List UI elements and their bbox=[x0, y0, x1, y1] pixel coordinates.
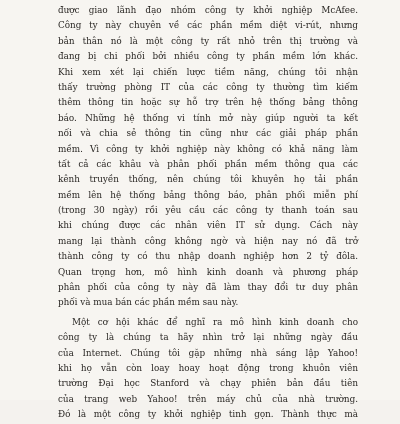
text-line: Một cơ hội khác để nghĩ ra mô hình kinh doanh cho bbox=[72, 317, 358, 328]
paragraph bbox=[58, 316, 358, 424]
text-line: mang lại thành công không ngờ và hiện nay nó đã trở bbox=[58, 236, 358, 247]
text-line: (trong 30 ngày) rồi yêu cầu các công ty thanh toán sau bbox=[58, 206, 358, 217]
body-text bbox=[58, 4, 358, 424]
text-line: khi họ vẫn còn loay hoay hoạt động trong khuôn viên bbox=[58, 363, 358, 374]
text-line: của trang web Yahoo! trên máy chủ của nhà trường. bbox=[58, 394, 358, 405]
text-line: trường Đại học Stanford và chạy phiên bản đầu tiên bbox=[58, 379, 358, 390]
text-line: mềm lên hệ thống bảng thông báo, phân phối miễn phí bbox=[58, 190, 358, 201]
paragraph bbox=[58, 4, 358, 312]
text-line: Khi xem xét lại chiến lược tiềm năng, chúng tôi nhận bbox=[58, 67, 358, 78]
text-line: Quan trọng hơn, mô hình kinh doanh và phương pháp bbox=[58, 267, 358, 278]
text-line: phối và mua bán các phần mềm sau này. bbox=[58, 298, 239, 309]
text-line: đang bị chi phối bởi nhiều công ty phần mềm lớn khác. bbox=[58, 52, 358, 63]
text-line: Công ty này chuyên về các phần mềm diệt vi-rút, nhưng bbox=[58, 21, 358, 32]
text-line: thêm thông tin hoặc sự hỗ trợ trên hệ thống bảng thông bbox=[58, 98, 358, 109]
text-line: được giao lãnh đạo nhóm công ty khởi nghiệp McAfee. bbox=[58, 6, 358, 16]
text-line: thấy trường phòng IT của các công ty thường tìm kiếm bbox=[58, 82, 358, 93]
text-line: kênh truyền thống, nên chúng tôi khuyên họ tải phần bbox=[58, 175, 358, 186]
text-line: công ty là chúng ta hãy nhìn trở lại những ngày đầu bbox=[58, 333, 358, 344]
text-line: của Internet. Chúng tôi gặp những nhà sáng lập Yahoo! bbox=[58, 348, 358, 359]
text-line: báo. Những hệ thống vi tính mở này giúp người ta kết bbox=[58, 113, 358, 124]
text-line: mềm. Vì công ty khởi nghiệp này không có khả năng làm bbox=[58, 144, 358, 155]
text-line: thành công ty có thu nhập doanh nghiệp hơn 2 tỷ đôla. bbox=[58, 252, 358, 263]
text-line: Đó là một công ty khởi nghiệp tinh gọn. Thành thực mà bbox=[58, 410, 358, 421]
text-line: khi chúng được các nhân viên IT sử dụng. Cách này bbox=[58, 221, 358, 232]
text-line: tất cả các khâu và phân phối phần mềm thông qua các bbox=[58, 159, 358, 170]
text-line: bản thân nó là một công ty rất nhỏ trên thị trường và bbox=[58, 36, 358, 47]
text-line: phân phối của công ty này đã làm thay đổi tư duy phân bbox=[58, 283, 358, 294]
text-line: nối và chia sẻ thông tin cũng như các giải pháp phần bbox=[58, 129, 358, 140]
